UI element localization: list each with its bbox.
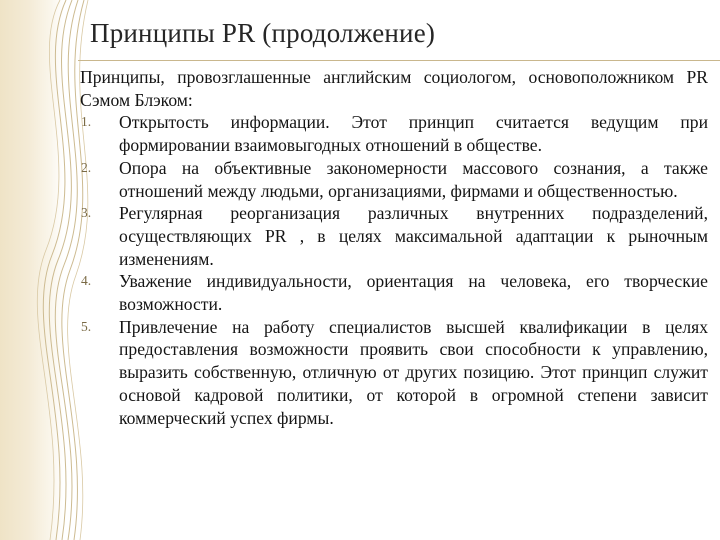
list-item	[80, 316, 708, 430]
decorative-swirl-lines	[0, 0, 90, 540]
item-number: 4.	[81, 273, 92, 289]
title-divider	[78, 60, 720, 61]
item-text: Привлечение на работу специалистов высшей квалификации в целях предоставления возможности проявить свои способности к управлению, выразить собственную, отличную от других позицию. Этот принцип служит основой кадровой политики, от которой в огромной степени зависит коммерческий успех фирмы.	[119, 316, 708, 428]
list-item	[80, 157, 708, 202]
principles-list	[80, 111, 708, 429]
slide-body	[80, 66, 708, 429]
list-item	[80, 202, 708, 270]
item-number: 3.	[81, 205, 92, 221]
item-number: 5.	[81, 318, 92, 334]
intro-paragraph: Принципы, провозглашенные английским социологом, основоположником PR Сэмом Блэком:	[80, 67, 708, 110]
item-text: Опора на объективные закономерности массового сознания, а также отношений между людьми, организациями, фирмами и общественностью.	[119, 157, 708, 201]
list-item	[80, 111, 708, 156]
item-number: 2.	[81, 159, 92, 175]
item-text: Открытость информации. Этот принцип считается ведущим при формировании взаимовыгодных отношений в обществе.	[119, 112, 708, 156]
item-number: 1.	[81, 114, 92, 130]
item-text: Регулярная реорганизация различных внутренних подразделений, осуществляющих PR , в целях максимальной адаптации к рыночным изменениям.	[119, 203, 708, 269]
item-text: Уважение индивидуальности, ориентация на человека, его творческие возможности.	[119, 271, 708, 315]
list-item	[80, 270, 708, 315]
slide-title: Принципы PR (продолжение)	[90, 18, 436, 48]
